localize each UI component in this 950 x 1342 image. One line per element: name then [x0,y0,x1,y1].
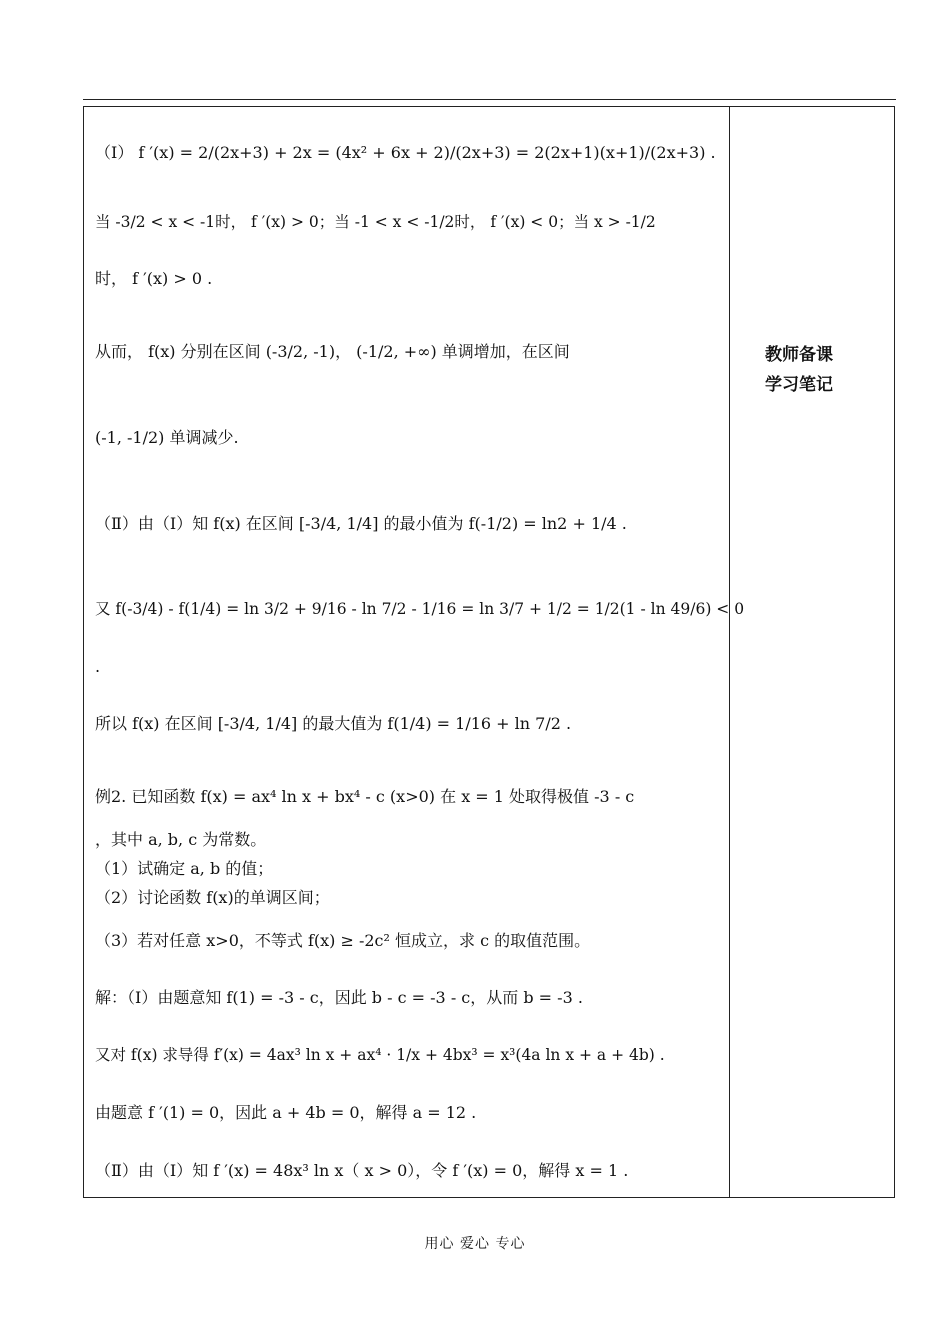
solution-part1: 解：（Ⅰ）由题意知 f(1) = -3 - c，因此 b - c = -3 - c，从而 b = -3 . [95,988,583,1007]
solution-part2: （Ⅱ）由（Ⅰ）知 f ′(x) = 48x³ ln x（ x > 0），令 f ′(x) = 0，解得 x = 1 . [95,1161,629,1180]
example2-statement: 例2. 已知函数 f(x) = ax⁴ ln x + bx⁴ - c (x>0) 在 x = 1 处取得极值 -3 - c [95,787,635,806]
min-value-line: （Ⅱ）由（Ⅰ）知 f(x) 在区间 [-3/4, 1/4] 的最小值为 f(-1/2) = ln2 + 1/4 . [95,514,627,533]
side-note [765,340,885,400]
derivative-b: 又对 f(x) 求导得 f′(x) = 4ax³ ln x + ax⁴ · 1/x + 4bx³ = x³(4a ln x + a + 4b) . [95,1046,665,1064]
monotonic-increase-line: 从而， f(x) 分别在区间 (-3/2, -1)， (-1/2, +∞) 单调增加，在区间 [95,342,570,361]
example2-constants: ，其中 a, b, c 为常数。 [95,830,267,849]
question-3: （3）若对任意 x>0，不等式 f(x) ≥ -2c² 恒成立，求 c 的取值范围。 [95,931,591,950]
sign-analysis-cont: 时， f ′(x) > 0 . [95,269,213,288]
sign-analysis-line: 当 -3/2 < x < -1时， f ′(x) > 0；当 -1 < x < -1/2时， f ′(x) < 0；当 x > -1/2 [95,213,656,231]
period-line: . [95,657,101,676]
question-1: （1）试确定 a, b 的值； [95,859,274,878]
header-rule [83,99,896,100]
solve-a: 由题意 f ′(1) = 0，因此 a + 4b = 0，解得 a = 12 . [95,1103,477,1122]
side-note-line2: 学习笔记 [765,375,833,395]
derivative-line: （Ⅰ） f ′(x) = 2/(2x+3) + 2x = (4x² + 6x + 2)/(2x+3) = 2(2x+1)(x+1)/(2x+3) . [95,143,716,162]
page-footer: 用心 爱心 专心 [424,1236,526,1252]
column-divider [729,106,730,1198]
monotonic-decrease-line: (-1, -1/2) 单调减少. [95,428,239,447]
side-note-line1: 教师备课 [765,345,833,365]
max-value-line: 所以 f(x) 在区间 [-3/4, 1/4] 的最大值为 f(1/4) = 1/16 + ln 7/2 . [95,714,572,733]
comparison-line: 又 f(-3/4) - f(1/4) = ln 3/2 + 9/16 - ln 7/2 - 1/16 = ln 3/7 + 1/2 = 1/2(1 - ln 49/6) < 0 [95,600,745,618]
question-2: （2）讨论函数 f(x)的单调区间； [95,888,330,907]
